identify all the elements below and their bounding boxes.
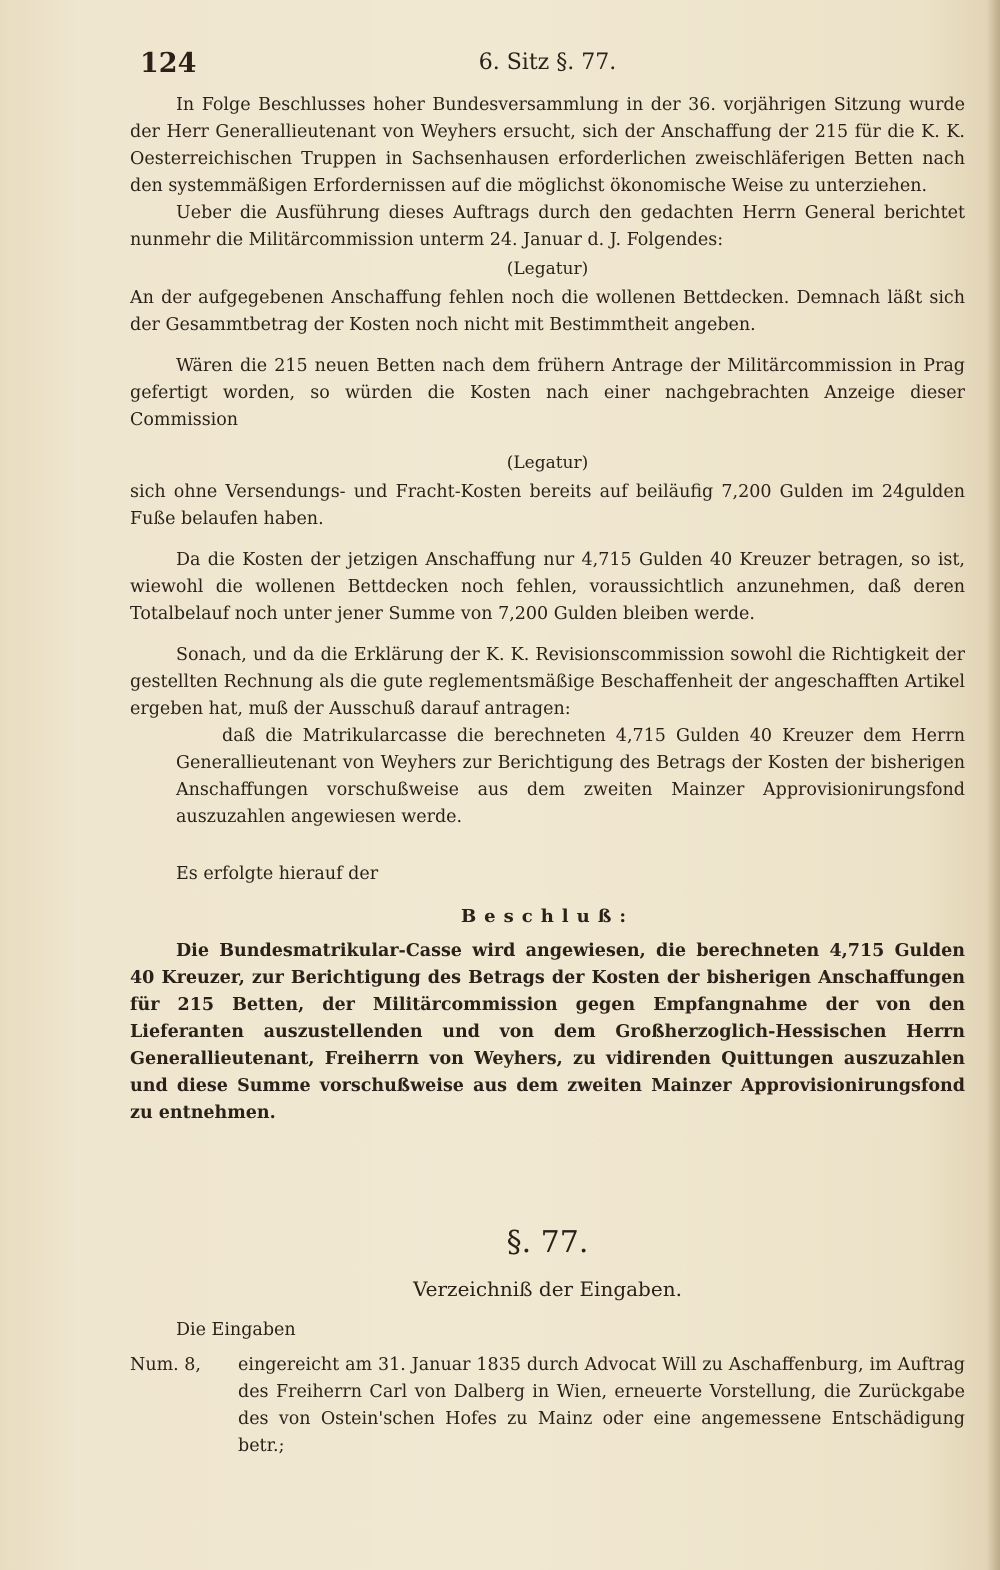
section-number: §. 77. — [506, 1225, 589, 1260]
paragraph-7: Sonach, und da die Erklärung der K. K. Revisionscommission sowohl die Richtigkeit der gestellten Rechnung als die gute reglementsmäßige Beschaffenheit der angeschafften Artikel ergeben hat, muß der Ausschuß darauf antragen: — [130, 645, 965, 719]
paragraph-8-motion: daß die Matrikularcasse die berechneten 4,715 Gulden 40 Kreuzer dem Herrn Generallieutenant von Weyhers zur Berichtigung des Betrags der Kosten der bisherigen Anschaffungen vorschußweise aus dem zweiten Mainzer Approvisionirungsfond auszuzahlen angewiesen werde. — [176, 726, 965, 827]
paragraph-1: In Folge Beschlusses hoher Bundesversammlung in der 36. vorjährigen Sitzung wurde der Herr Generallieutenant von Weyhers ersucht, sich der Anschaffung der 215 für die K. K. Oesterreichischen Truppen in Sachsenhausen erforderlichen zweischläferigen Betten nach den systemmäßigen Erfordernissen auf die möglichst ökonomische Weise zu unterziehen. — [130, 95, 965, 196]
section-intro: Die Eingaben — [176, 1320, 296, 1340]
page-edge-shadow — [986, 0, 1000, 1570]
paragraph-10-resolution: Die Bundesmatrikular-Casse wird angewiesen, die berechneten 4,715 Gulden 40 Kreuzer, zur Berichtigung des Betrags der Kosten der bisherigen Anschaffungen für 215 Betten, der Militärcommission gegen Empfangnahme der von den Lieferanten auszustellenden und von dem Großherzoglich-Hessischen Herrn Generallieutenant, Freiherrn von Weyhers, zu vidirenden Quittungen auszuzahlen und diese Summe vorschußweise aus dem zweiten Mainzer Approvisionirungsfond zu entnehmen. — [130, 941, 965, 1123]
entry-text: eingereicht am 31. Januar 1835 durch Advocat Will zu Aschaffenburg, im Auftrag des Freiherrn Carl von Dalberg in Wien, erneuerte Vorstellung, die Zurückgabe des von Ostein'schen Hofes zu Mainz oder eine angemessene Entschädigung betr.; — [238, 1355, 965, 1456]
legatur-1: (Legatur) — [506, 259, 589, 279]
running-head: 6. Sitz §. 77. — [478, 50, 617, 75]
paragraph-3: An der aufgegebenen Anschaffung fehlen noch die wollenen Bettdecken. Demnach läßt sich der Gesammtbetrag der Kosten noch nicht mit Bestimmtheit angeben. — [130, 288, 965, 335]
section-title: Verzeichniß der Eingaben. — [413, 1277, 682, 1301]
page-number: 124 — [140, 48, 197, 79]
beschluss-heading: Beschluß: — [460, 906, 635, 927]
paragraph-4: Wären die 215 neuen Betten nach dem frühern Antrage der Militärcommission in Prag gefertigt worden, so würden die Kosten nach einer nachgebrachten Anzeige dieser Commission — [130, 356, 965, 430]
page-header — [130, 40, 965, 92]
entry-number: Num. 8, — [130, 1355, 201, 1375]
paragraph-9: Es erfolgte hierauf der — [176, 864, 379, 884]
paragraph-2: Ueber die Ausführung dieses Auftrags durch den gedachten Herrn General berichtet nunmehr die Militärcommission unterm 24. Januar d. J. Folgendes: — [130, 203, 965, 250]
legatur-2: (Legatur) — [506, 453, 589, 473]
page-content — [130, 40, 965, 1460]
entry-item — [130, 1352, 965, 1460]
paragraph-5: sich ohne Versendungs- und Fracht-Kosten bereits auf beiläufig 7,200 Gulden im 24gulden Fuße belaufen haben. — [130, 482, 965, 529]
paragraph-6: Da die Kosten der jetzigen Anschaffung nur 4,715 Gulden 40 Kreuzer betragen, so ist, wiewohl die wollenen Bettdecken noch fehlen, voraussichtlich anzunehmen, daß deren Totalbelauf noch unter jener Summe von 7,200 Gulden bleiben werde. — [130, 550, 965, 624]
